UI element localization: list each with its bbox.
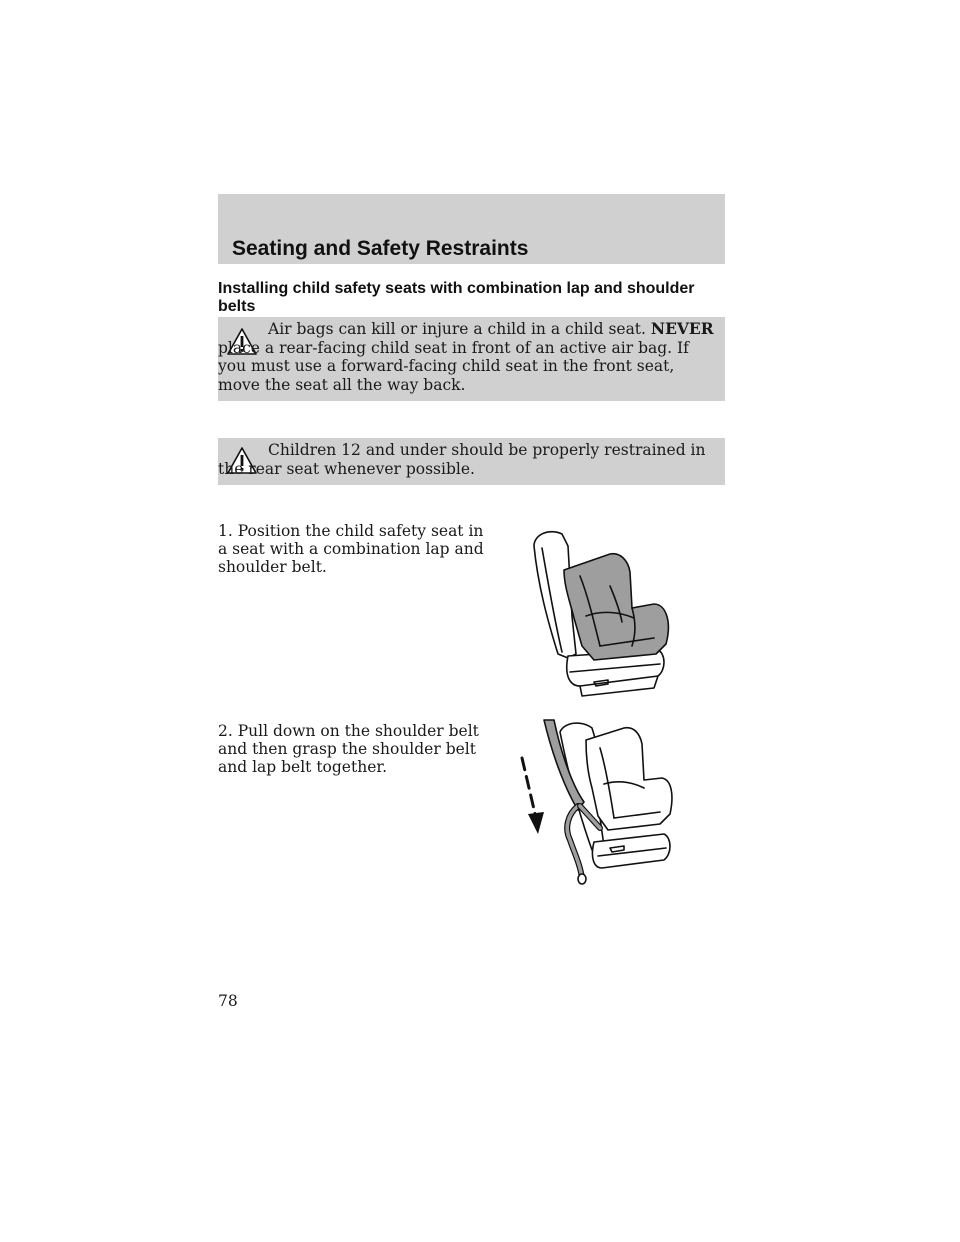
warning-box-children: [218, 438, 725, 485]
section-title: Seating and Safety Restraints: [232, 237, 529, 260]
section-header: [218, 194, 725, 264]
pull-shoulder-belt-illustration: [508, 718, 684, 886]
warning-text: Children 12 and under should be properly restrained in the rear seat whenever possible.: [218, 441, 706, 478]
step-1-text: 1. Position the child safety seat in a seat with a combination lap and shoulder belt.: [218, 522, 484, 576]
warning-box-airbag: [218, 317, 725, 401]
warning-text-before: Air bags can kill or injure a child in a child seat.: [268, 320, 646, 338]
page-number: 78: [218, 992, 238, 1010]
warning-text-after: place a rear-facing child seat in front of an active air bag. If you must use a forward-facing child seat in the front seat, move the seat all the way back.: [218, 338, 689, 394]
warning-emphasis: NEVER: [650, 319, 714, 338]
child-seat-on-vehicle-seat-illustration: [524, 526, 684, 698]
step-2-text: 2. Pull down on the shoulder belt and then grasp the shoulder belt and lap belt together.: [218, 722, 479, 776]
subheading: Installing child safety seats with combination lap and shoulder belts: [218, 280, 695, 315]
warning-text: [218, 320, 714, 394]
